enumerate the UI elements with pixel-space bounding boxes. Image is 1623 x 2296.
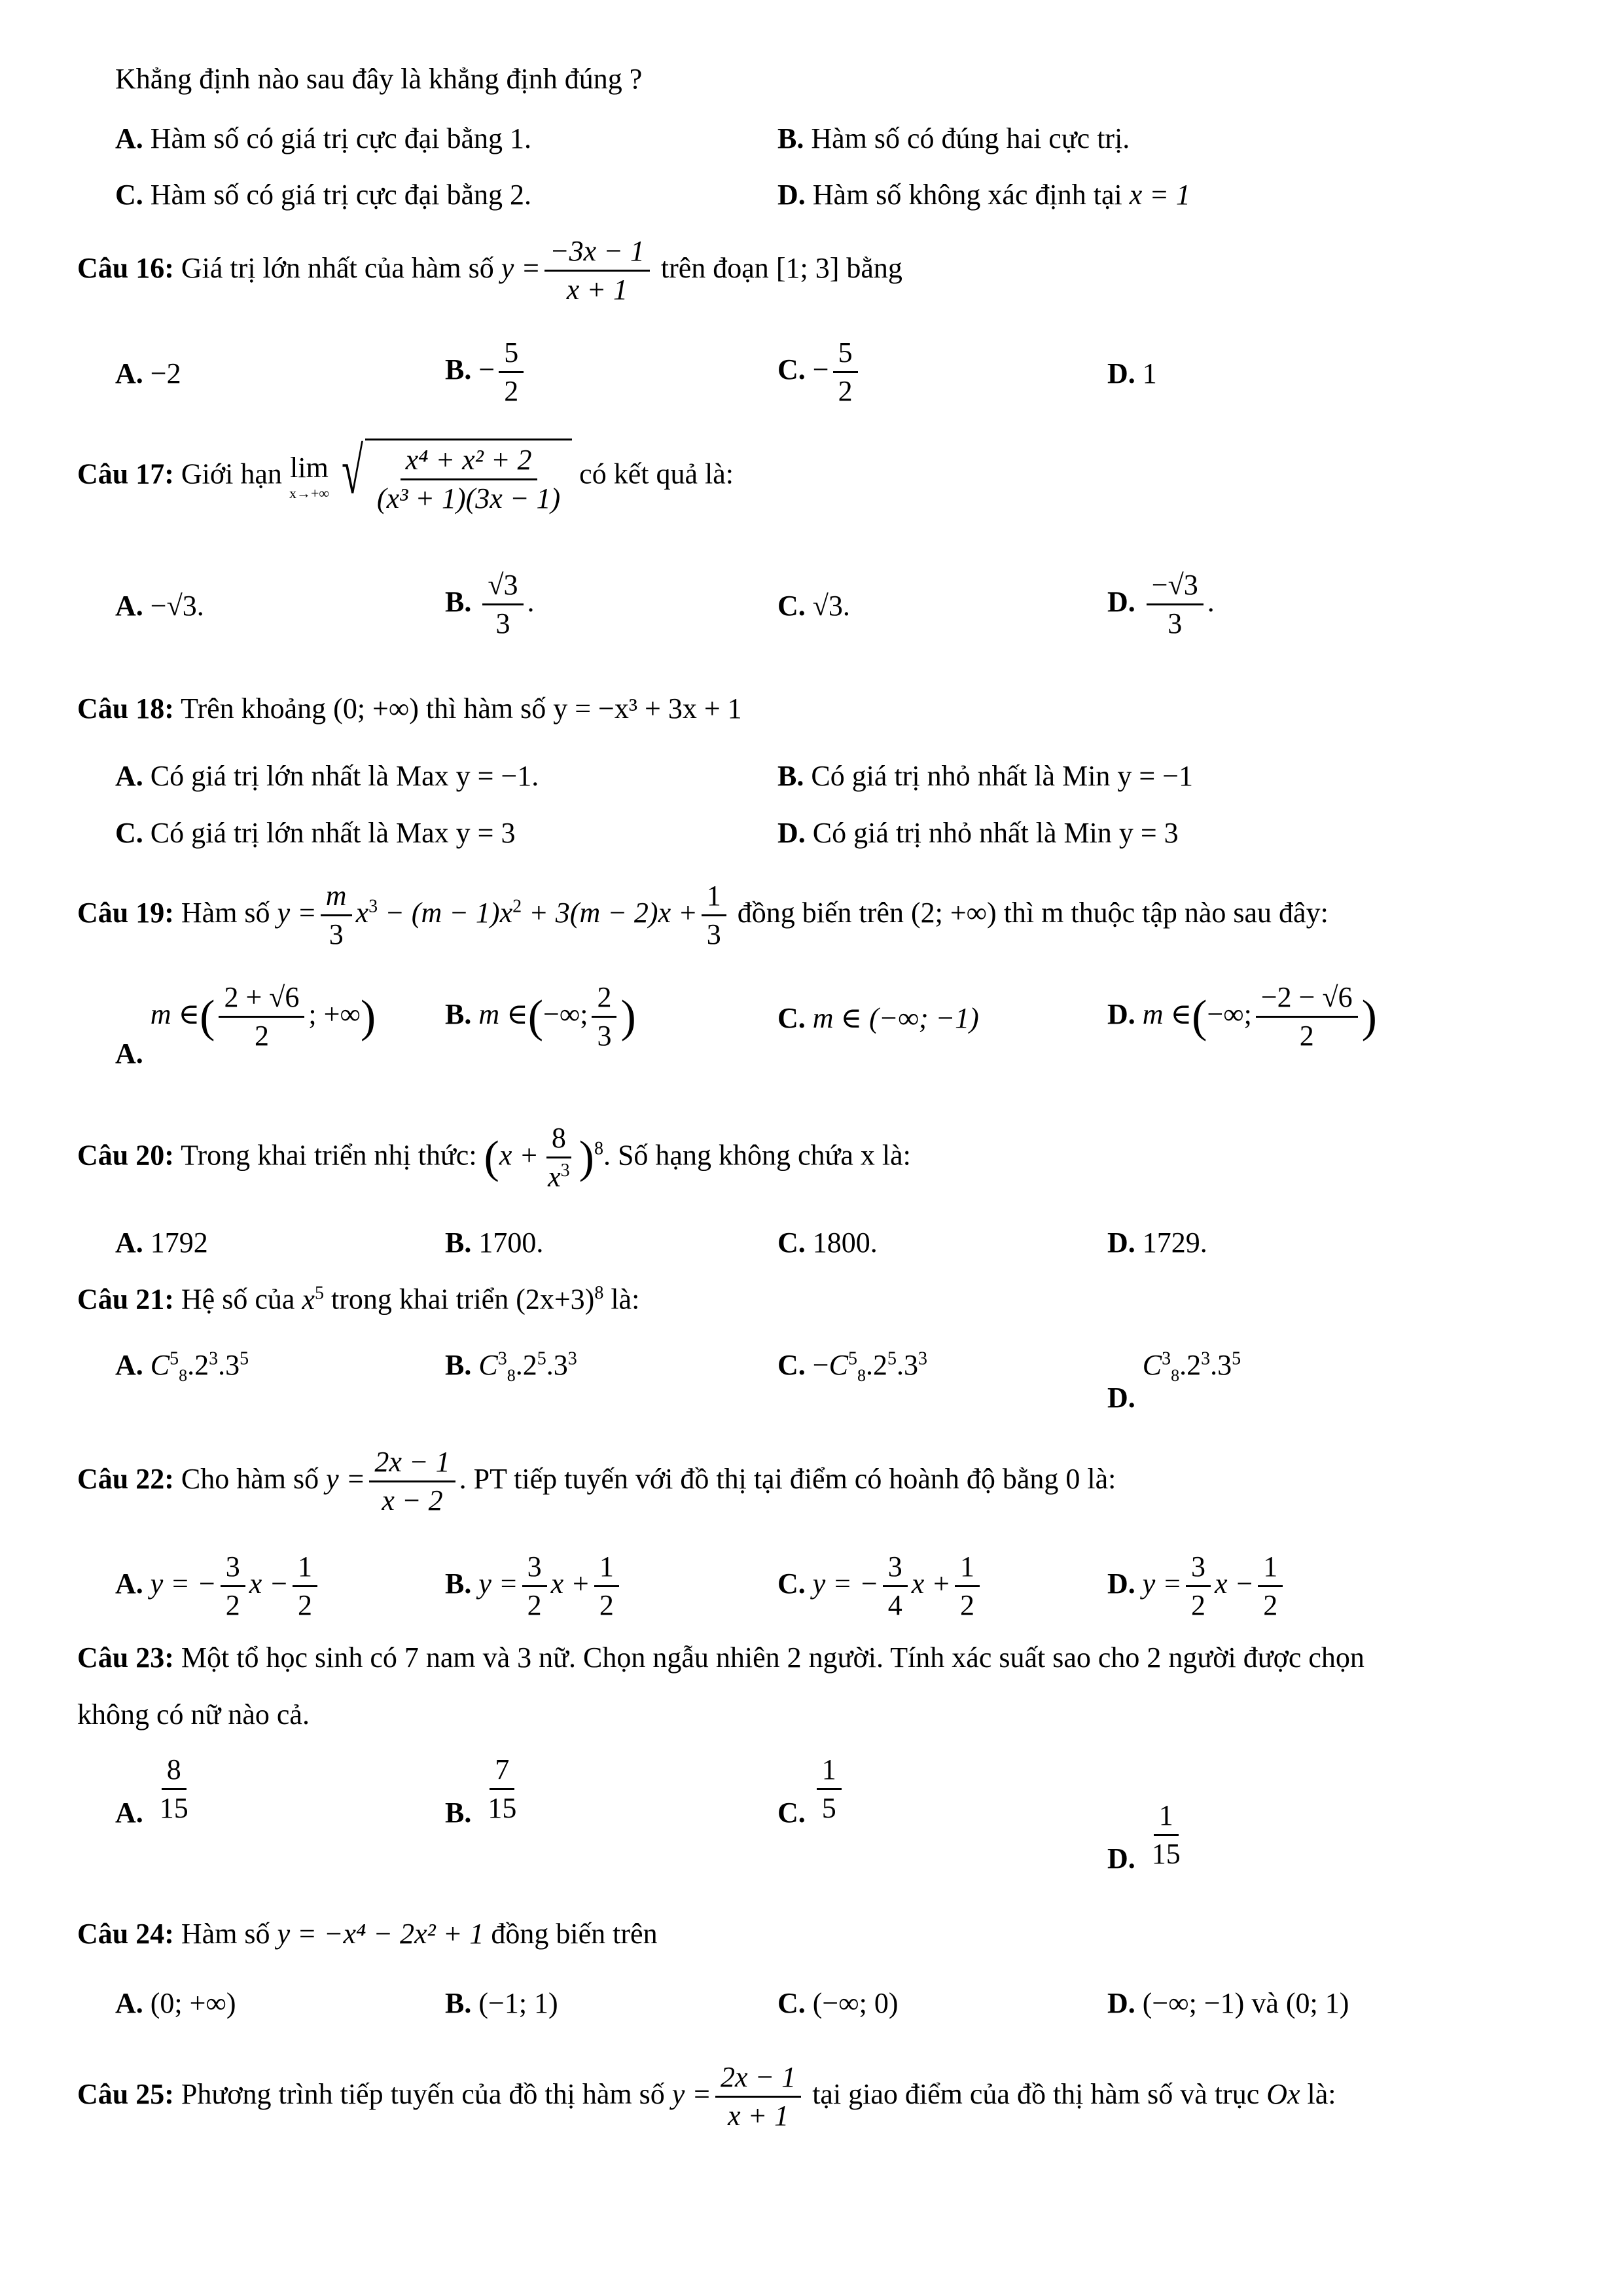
intro-option-b: B. Hàm số có đúng hai cực trị.	[777, 122, 1130, 154]
q20-option-a: A. 1792	[115, 1227, 208, 1259]
intro-option-c: C. Hàm số có giá trị cực đại bằng 2.	[115, 179, 532, 211]
q17-option-b: B. $\frac{√3}{3}$ .	[445, 569, 535, 640]
q20-option-b: B. 1700.	[445, 1227, 544, 1259]
intro-option-a: A. Hàm số có giá trị cực đại bằng 1.	[115, 122, 532, 154]
q18-option-a: A. Có giá trị lớn nhất là Max y = −1.	[115, 760, 539, 792]
q18-option-b: B. Có giá trị nhỏ nhất là Min y = −1	[777, 760, 1194, 792]
q19-option-d: D. m ∈(−∞; $\frac{-2 - √6}{2}$ )	[1107, 981, 1377, 1052]
q16-option-c: C. − $\frac{5}{2}$	[777, 337, 862, 408]
q22-option-b: B. y = $\frac{3}{2}$ x + $\frac{1}{2}$	[445, 1551, 623, 1622]
q17-option-c: C. √3.	[777, 590, 850, 622]
q22-option-a: A. y = − $\frac{3}{2}$ x − $\frac{1}{2}$	[115, 1551, 321, 1622]
q23-option-a: A. $\frac{8}{15}$	[115, 1753, 188, 1829]
q24-option-c: C. (−∞; 0)	[777, 1987, 899, 2019]
intro-option-d: D. Hàm số không xác định tại x = 1	[777, 179, 1190, 211]
q16-option-a: A. −2	[115, 357, 181, 389]
q17-option-d: D. $\frac{-√3}{3}$ .	[1107, 569, 1215, 640]
q18-option-d: D. Có giá trị nhỏ nhất là Min y = 3	[777, 817, 1179, 849]
q20-stem: Câu 20: Trong khai triển nhị thức: (x + $\frac{8}{x^3}$ )$^8$. Số hạng không chứa x là:	[77, 1122, 911, 1194]
q24-option-a: A. (0; +∞)	[115, 1987, 236, 2019]
q18-stem: Câu 18: Trên khoảng (0; +∞) thì hàm số y = −x³ + 3x + 1	[77, 692, 742, 725]
q19-stem: Câu 19: Hàm số y = $\frac{m}{3}$ $x^3 - (m - 1)x^2 + 3(m - 2)x$ + $\frac{1}{3}$ đồng biến trên (2; +∞) thì m thuộc tập nào sau đây:	[77, 880, 1329, 951]
q24-option-d: D. (−∞; −1) và (0; 1)	[1107, 1987, 1349, 2019]
q19-option-c: C. m ∈ (−∞; −1)	[777, 1002, 979, 1034]
q21-option-a: A. $C^5_8.2^3.3^5$	[115, 1348, 249, 1385]
q25-stem: Câu 25: Phương trình tiếp tuyến của đồ thị hàm số y = $\frac{2x - 1}{x + 1}$ tại giao điểm của đồ thị hàm số và trục Ox là:	[77, 2061, 1336, 2132]
q16-stem: Câu 16: Giá trị lớn nhất của hàm số y = $\frac{-3x - 1}{x + 1}$ trên đoạn [1; 3] bằng	[77, 235, 902, 306]
q21-option-b: B. $C^3_8.2^5.3^3$	[445, 1348, 577, 1385]
q19-option-b: B. m ∈(−∞; $\frac{2}{3}$ )	[445, 981, 636, 1052]
q21-stem: Câu 21: Hệ số của $x^5$ trong khai triển $(2x+3)^8$ là:	[77, 1283, 640, 1316]
q23-stem: Câu 23: Một tổ học sinh có 7 nam và 3 nữ. Chọn ngẫu nhiên 2 người. Tính xác suất sao cho 2 người được chọn	[77, 1641, 1364, 1674]
q21-option-d: D. $C^3_8.2^3.3^5$	[1107, 1348, 1241, 1414]
q22-option-d: D. y = $\frac{3}{2}$ x − $\frac{1}{2}$	[1107, 1551, 1287, 1622]
q23-option-c: C. $\frac{1}{5}$	[777, 1754, 846, 1825]
q22-option-c: C. y = − $\frac{3}{4}$ x + $\frac{1}{2}$	[777, 1551, 984, 1622]
q21-option-c: C. $-C^5_8.2^5.3^3$	[777, 1348, 927, 1385]
q22-stem: Câu 22: Cho hàm số y = $\frac{2x - 1}{x - 2}$ . PT tiếp tuyến với đồ thị tại điểm có hoành độ bằng 0 là:	[77, 1446, 1116, 1517]
q17-option-a: A. −√3.	[115, 590, 204, 622]
q20-option-c: C. 1800.	[777, 1227, 878, 1259]
q24-stem: Câu 24: Hàm số y = −x⁴ − 2x² + 1 đồng biến trên	[77, 1918, 658, 1950]
q17-stem: Câu 17: Giới hạn lim x→+∞ √ $\frac{\text{x⁴ + x² + 2}}{\text{(x³ + 1)(3x − 1)}}$ có kết quả là:	[77, 435, 734, 515]
q19-option-a: A. m ∈( $\frac{2 + √6}{2}$ ; +∞)	[115, 981, 376, 1069]
q24-option-b: B. (−1; 1)	[445, 1987, 558, 2019]
q23-stem-cont: không có nữ nào cả.	[77, 1698, 310, 1731]
q18-option-c: C. Có giá trị lớn nhất là Max y = 3	[115, 817, 516, 849]
q20-option-d: D. 1729.	[1107, 1227, 1207, 1259]
q23-option-b: B. $\frac{7}{15}$	[445, 1753, 517, 1829]
q16-option-b: B. − $\frac{5}{2}$	[445, 337, 527, 408]
q23-option-d: D. $\frac{1}{15}$	[1107, 1799, 1181, 1874]
q16-option-d: D. 1	[1107, 357, 1157, 389]
intro-question: Khẳng định nào sau đây là khẳng định đúng ?	[115, 63, 643, 95]
